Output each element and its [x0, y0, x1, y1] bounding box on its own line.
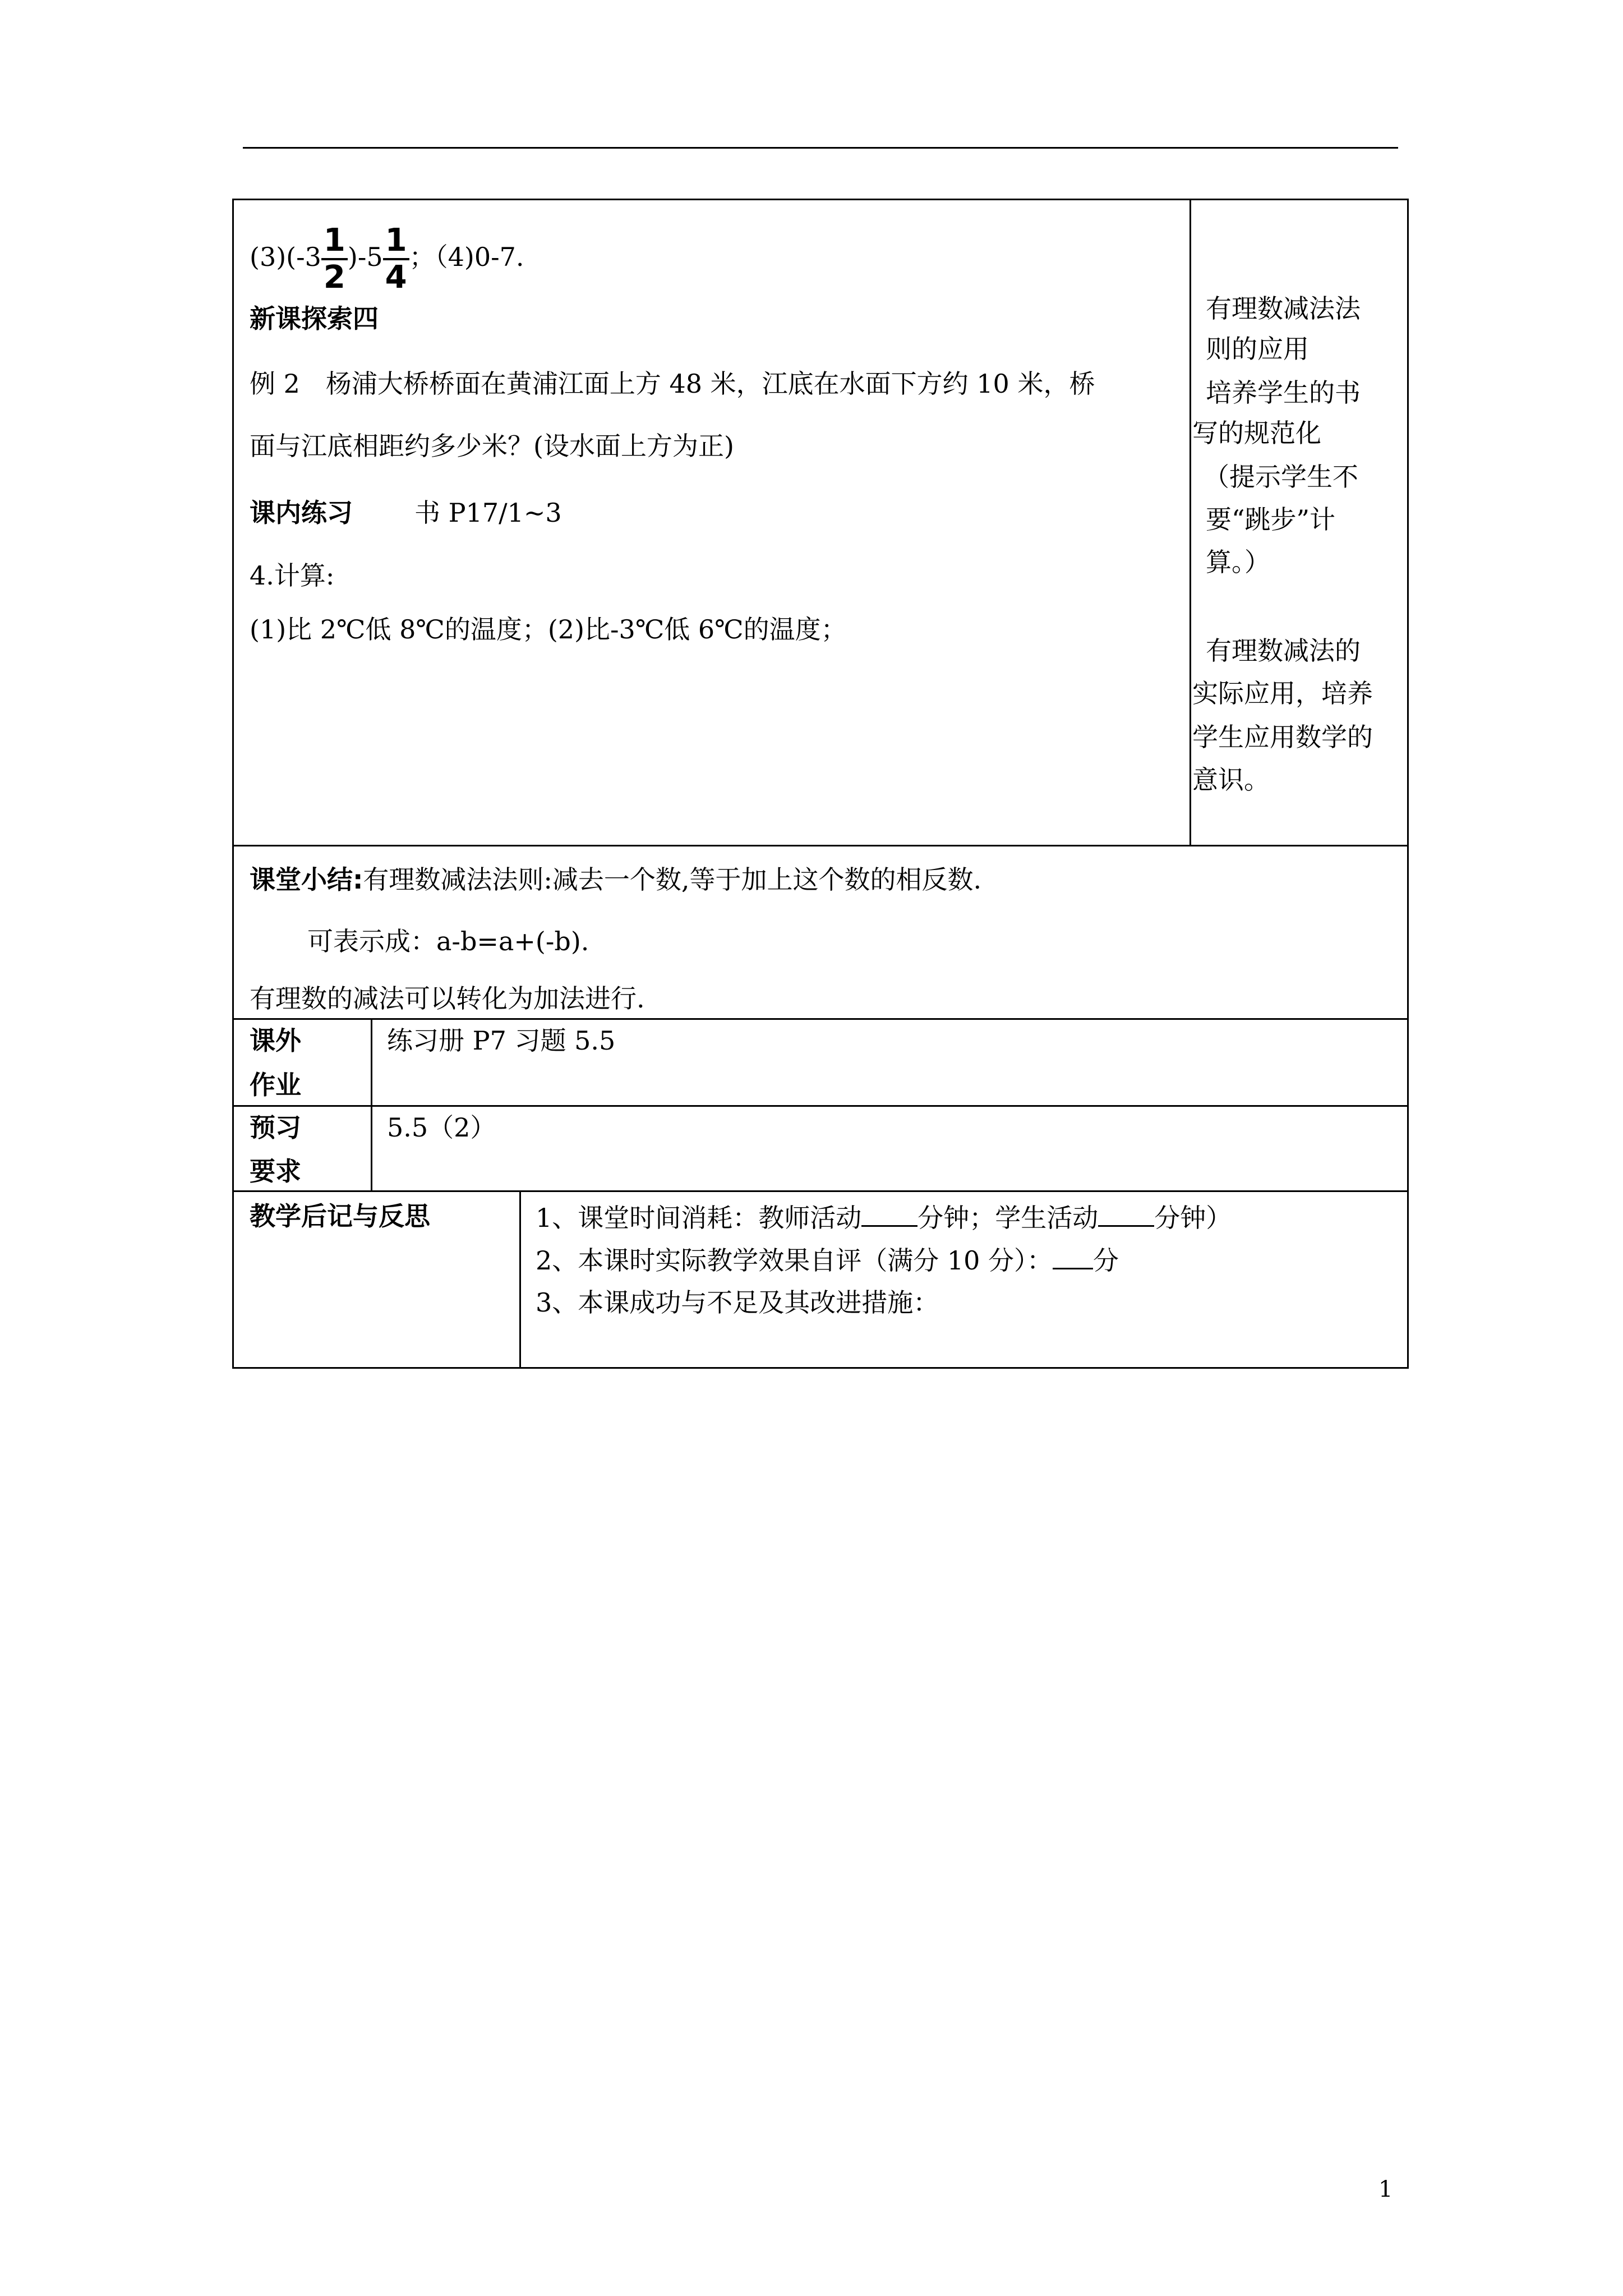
calc-line: (1)比 2℃低 8℃的温度；(2)比-3℃低 6℃的温度； [250, 614, 847, 645]
side-note-11: 学生应用数学的 [1192, 722, 1373, 752]
exercise-3-4 [250, 223, 524, 295]
side-note-7: 算。） [1206, 547, 1270, 577]
fraction-one-quarter: $\frac{1}{4}$ [383, 223, 409, 295]
practice-label: 课内练习 [250, 498, 353, 528]
side-note-9: 有理数减法的 [1206, 636, 1361, 666]
reflection-item-1: 1、课堂时间消耗：教师活动 分钟；学生活动 分钟） [536, 1200, 1232, 1234]
reflection-item-2: 2、本课时实际教学效果自评（满分 10 分）： 分 [536, 1243, 1119, 1276]
page-number: 1 [1378, 2177, 1393, 2202]
homework-label-2: 作业 [250, 1070, 301, 1100]
preview-content: 5.5（2） [387, 1112, 496, 1143]
reflection-label: 教学后记与反思 [250, 1201, 430, 1231]
preview-label-2: 要求 [250, 1156, 301, 1186]
homework-content: 练习册 P7 习题 5.5 [387, 1025, 616, 1056]
summary-formula: 可表示成：a-b=a+(-b). [307, 926, 589, 956]
blank-score [1053, 1243, 1093, 1269]
expr-3-prefix: (3)(-3 [250, 242, 321, 272]
summary-label: 课堂小结: [250, 864, 363, 895]
homework-label-1: 课外 [250, 1025, 301, 1056]
side-note-6: 要“跳步”计 [1206, 504, 1336, 535]
fraction-one-half: $\frac{1}{2}$ [321, 223, 348, 295]
section-title: 新课探索四 [250, 303, 379, 334]
calc-label: 4.计算: [250, 560, 335, 591]
in-class-practice [250, 497, 562, 528]
summary-note: 有理数的减法可以转化为加法进行. [250, 983, 645, 1014]
side-note-2: 则的应用 [1206, 334, 1309, 364]
side-note-4: 写的规范化 [1192, 418, 1321, 448]
expr-3-mid: )-5 [347, 242, 383, 272]
summary-rule: 有理数减法法则:减去一个数,等于加上这个数的相反数. [363, 864, 982, 895]
side-note-5: （提示学生不 [1204, 462, 1358, 492]
side-note-12: 意识。 [1192, 765, 1270, 795]
reflection-item-3: 3、本课成功与不足及其改进措施： [536, 1287, 939, 1318]
example-2-line-2: 面与江底相距约多少米？(设水面上方为正) [250, 431, 734, 461]
side-note-1: 有理数减法法 [1206, 293, 1361, 324]
practice-text: 书 P17/1~3 [414, 498, 562, 528]
header-rule [243, 147, 1398, 149]
example-2-line-1: 例 2 杨浦大桥桥面在黄浦江面上方 48 米，江底在水面下方约 10 米，桥 [250, 369, 1095, 399]
blank-student-minutes [1098, 1200, 1154, 1227]
blank-teacher-minutes [861, 1200, 917, 1227]
summary-rule-line [250, 864, 981, 895]
expr-3-suffix: ；（4)0-7. [409, 242, 524, 272]
side-note-10: 实际应用，培养 [1192, 678, 1373, 708]
side-note-3: 培养学生的书 [1206, 378, 1361, 408]
preview-label-1: 预习 [250, 1112, 301, 1143]
